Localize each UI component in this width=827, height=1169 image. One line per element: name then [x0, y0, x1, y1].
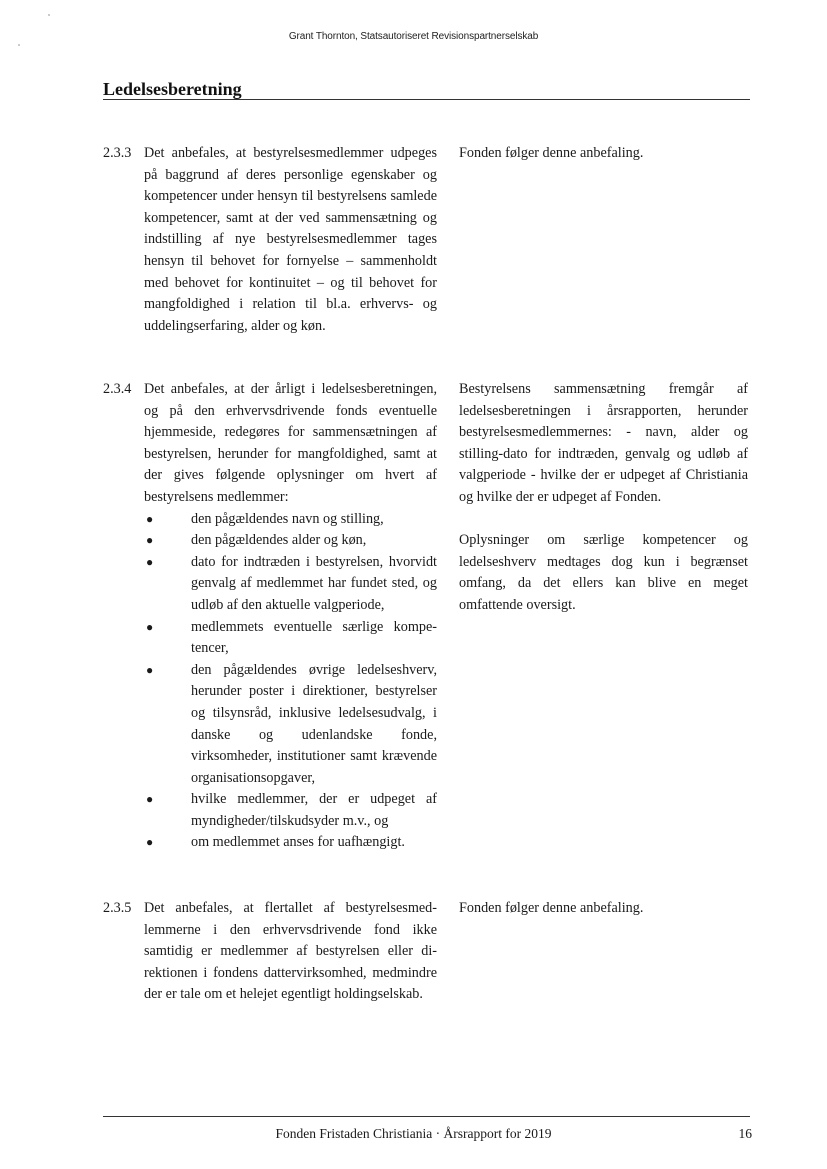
recommendation-number: 2.3.4 — [103, 381, 132, 397]
list-item: ● den pågældendes alder og køn, — [144, 530, 437, 552]
bullet-dot-icon: ● — [146, 835, 154, 850]
scan-speck — [48, 14, 50, 16]
recommendation-text — [144, 898, 437, 1006]
list-item: ● den pågældendes navn og stilling, — [144, 509, 437, 531]
list-item: ● dato for indtræden i bestyrelsen, hvorvidt genvalg af medlemmet har fundet sted, og udløb af den aktuelle valgperiode, — [146, 553, 437, 613]
response-paragraph: Bestyrelsens sammensætning fremgår af ledelsesberetningen i årsrapporten, herunder bestyrelsesmedlemmernes: - navn, alder og stilling-dato for indtræden, genvalg og udløb af valgperiode - hvilke der er udpeget af Christiania og hvilke der er udpeget af Fonden. — [459, 381, 748, 505]
bullet-dot-icon: ● — [146, 662, 154, 677]
list-item: ● medlemmets eventuelle særlige kompetencer, — [146, 618, 437, 657]
bullet-dot-icon: ● — [146, 554, 154, 569]
recommendation-text — [144, 379, 437, 854]
response-text — [459, 379, 748, 617]
response-paragraph: Fonden følger denne anbefaling. — [459, 900, 644, 916]
footer-rule — [103, 1116, 750, 1117]
bullet-dot-icon: ● — [146, 792, 154, 807]
list-item: ● hvilke medlemmer, der er udpeget af myndigheder/tilskudsyder m.v., og — [146, 791, 437, 829]
recommendation-paragraph: Det anbefales, at bestyrelsesmedlemmer udpeges på baggrund af deres personlige egenskaber og kompetencer under hensyn til bestyrelsens samlede kompetencer, samt at der ved sammensætning og indstilling af nye bestyrelsesmedlemmer tages hensyn til behovet for fornyelse – sammenholdt med behovet for kontinuitet – og til behovet for mangfoldighed i relation til bl.a. erhvervs- og uddelingserfaring, alder og køn. — [144, 145, 437, 334]
recommendation-paragraph: Det anbefales, at der årligt i ledelsesberetningen, og på den erhvervsdrivende fonds eventuelle hjemmeside, redegøres for sammensætningen af bestyrelsen, herunder for mangfoldighed, samt at der gives følgende oplysninger om hvert af bestyrelsens medlemmer: — [144, 381, 437, 505]
member-info-list — [144, 509, 437, 855]
recommendation-text — [144, 143, 437, 337]
title-underline — [103, 99, 750, 100]
response-text — [459, 143, 748, 165]
running-head: Grant Thornton, Statsautoriseret Revisionspartnerselskab — [288, 31, 539, 42]
section-title: Ledelsesberetning — [103, 79, 242, 99]
bullet-dot-icon: ● — [146, 511, 154, 526]
response-paragraph: Oplysninger om særlige kompetencer og ledelseshverv medtages dog kun i begrænset omfang, da det ellers kan blive en meget omfattende oversigt. — [459, 532, 748, 613]
page-number: 16 — [738, 1126, 752, 1141]
footer-text: Fonden Fristaden Christiania · Årsrapport for 2019 — [275, 1126, 552, 1141]
bullet-dot-icon: ● — [146, 619, 154, 634]
recommendation-paragraph: Det anbefales, at flertallet af bestyrelsesmedlemmerne i den erhvervsdrivende fond ikke samtidig er medlemmer af bestyrelsen eller direktionen i fondens dattervirksomhed, medmindre der er tale om et helejet egentligt holdingselskab. — [144, 900, 437, 1003]
response-text — [459, 898, 748, 920]
recommendation-number: 2.3.3 — [103, 145, 132, 161]
list-item: ● om medlemmet anses for uafhængigt. — [144, 832, 437, 854]
response-paragraph: Fonden følger denne anbefaling. — [459, 145, 644, 161]
bullet-dot-icon: ● — [146, 533, 154, 548]
recommendation-number: 2.3.5 — [103, 900, 132, 916]
list-item: ● den pågældendes øvrige ledelseshverv, herunder poster i direktioner, bestyrelser og tilsynsråd, inklusive ledelsesudvalg, i danske og udenlandske fonde, virksomheder, institutioner samt krævende organisationsopgaver, — [146, 661, 437, 786]
scan-speck — [18, 44, 20, 46]
